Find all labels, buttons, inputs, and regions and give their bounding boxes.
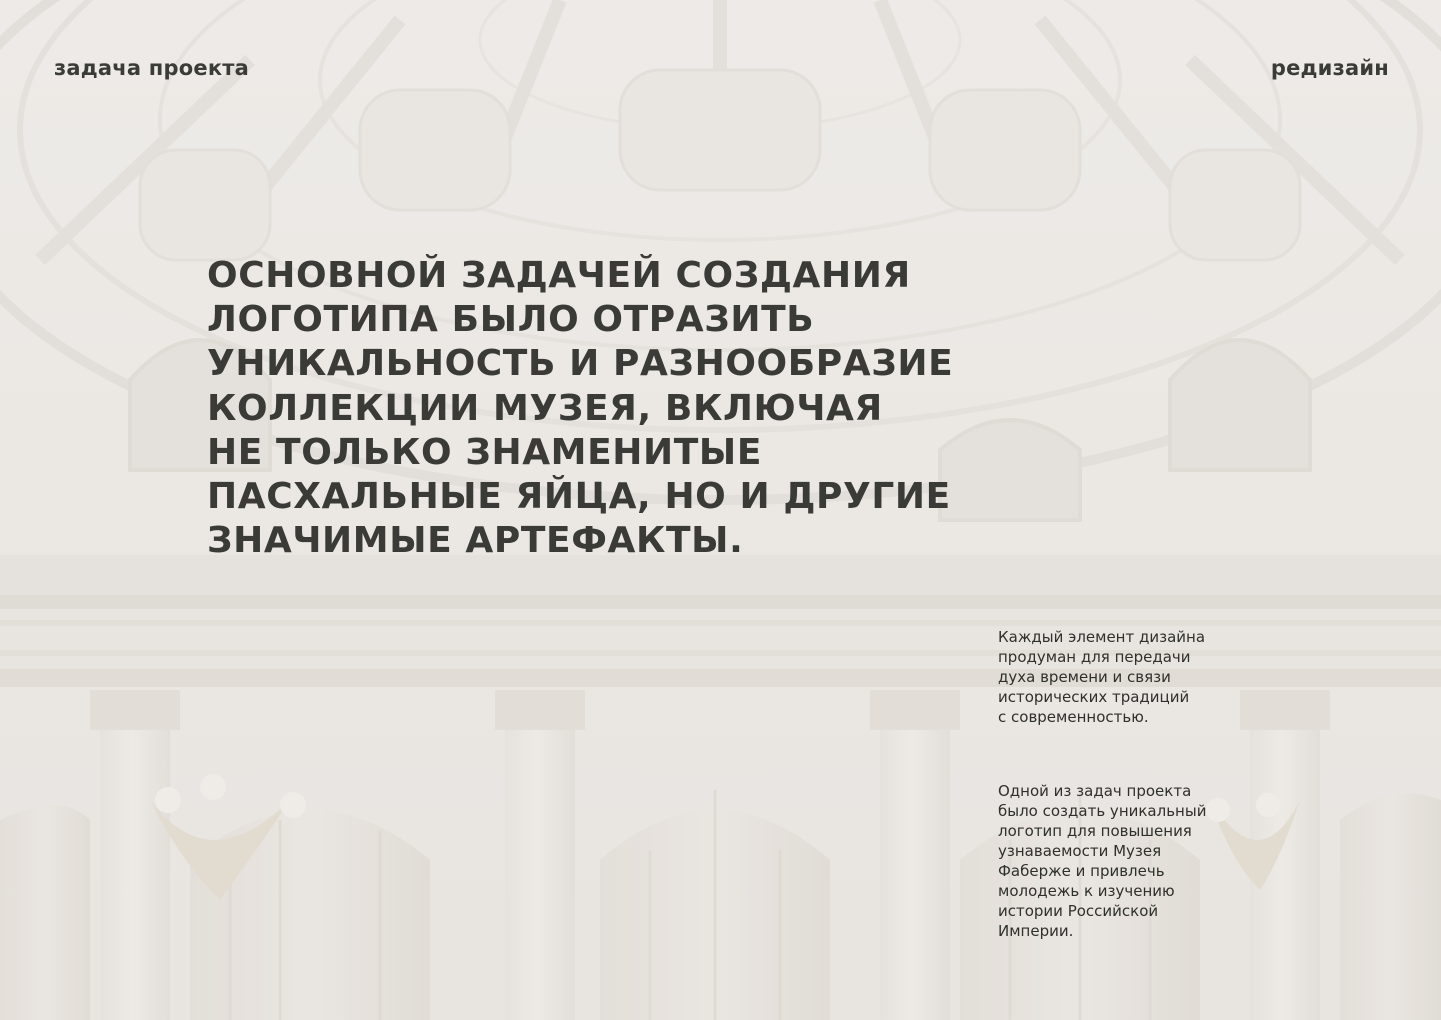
design-description-paragraph bbox=[998, 627, 1258, 727]
category-label: редизайн bbox=[1270, 56, 1389, 80]
paragraph-line: продуман для передачи bbox=[998, 648, 1191, 666]
project-goal-paragraph bbox=[998, 781, 1258, 941]
headline-line: ЗНАЧИМЫЕ АРТЕФАКТЫ. bbox=[207, 520, 744, 562]
paragraph-line: Каждый элемент дизайна bbox=[998, 628, 1206, 646]
headline-line: ОСНОВНОЙ ЗАДАЧЕЙ СОЗДАНИЯ bbox=[207, 255, 911, 296]
headline-line: ПАСХАЛЬНЫЕ ЯЙЦА, НО И ДРУГИЕ bbox=[207, 476, 951, 518]
headline-line: ЛОГОТИПА БЫЛО ОТРАЗИТЬ bbox=[207, 299, 815, 341]
headline-line: УНИКАЛЬНОСТЬ И РАЗНООБРАЗИЕ bbox=[207, 343, 954, 385]
paragraph-line: исторических традиций bbox=[998, 688, 1190, 706]
paragraph-line: было создать уникальный bbox=[998, 802, 1207, 820]
paragraph-line: с современностью. bbox=[998, 708, 1149, 726]
paragraph-line: Одной из задач проекта bbox=[998, 782, 1192, 800]
headline-line: НЕ ТОЛЬКО ЗНАМЕНИТЫЕ bbox=[207, 431, 763, 473]
paragraph-line: Империи. bbox=[998, 922, 1074, 940]
paragraph-line: истории Российской bbox=[998, 902, 1159, 920]
paragraph-line: Фаберже и привлечь bbox=[998, 862, 1165, 880]
headline-line: КОЛЛЕКЦИИ МУЗЕЯ, ВКЛЮЧАЯ bbox=[207, 387, 883, 429]
paragraph-line: молодежь к изучению bbox=[998, 882, 1175, 900]
paragraph-line: логотип для повышения bbox=[998, 822, 1192, 840]
main-headline bbox=[207, 254, 967, 563]
paragraph-line: духа времени и связи bbox=[998, 668, 1171, 686]
paragraph-line: узнаваемости Музея bbox=[998, 842, 1162, 860]
section-label: задача проекта bbox=[54, 56, 250, 80]
